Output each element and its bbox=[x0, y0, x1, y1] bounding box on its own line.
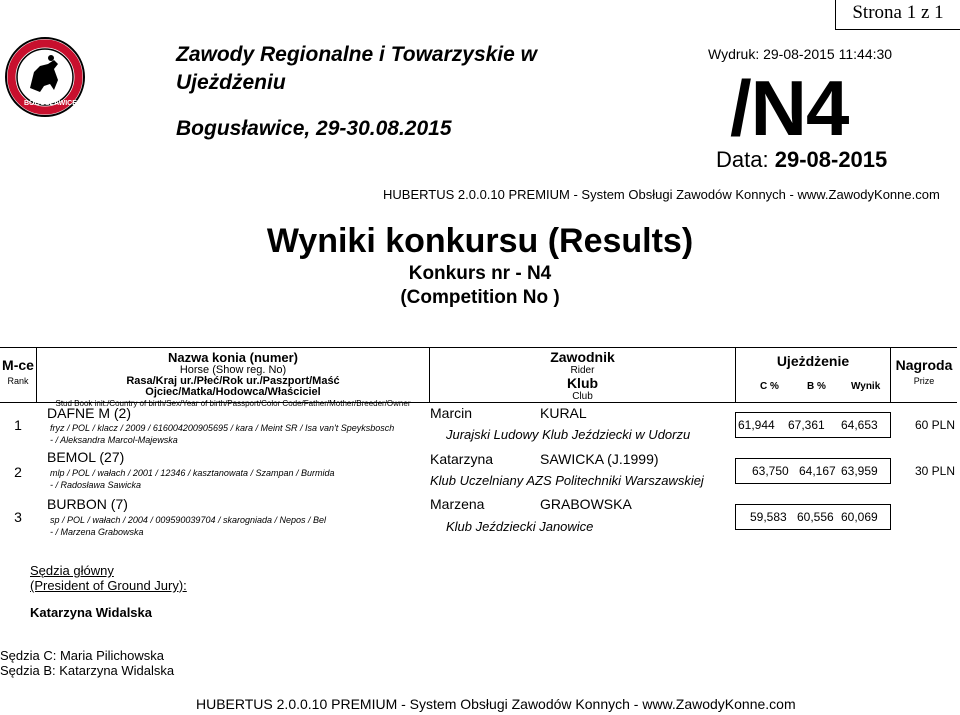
col-horse bbox=[37, 351, 429, 409]
horse-owner: - / Radosława Sawicka bbox=[50, 480, 142, 490]
horse-name: DAFNE M (2) bbox=[47, 405, 131, 421]
horse-description: sp / POL / wałach / 2004 / 009590039704 / skarogniada / Nepos / Bel bbox=[50, 515, 327, 525]
row-rank: 3 bbox=[14, 509, 22, 525]
score-result: 64,653 bbox=[841, 418, 878, 432]
col-club-en: Club bbox=[572, 391, 593, 402]
score-b: 67,361 bbox=[788, 418, 825, 432]
rider-first-name: Marzena bbox=[430, 496, 485, 512]
rider-last-name: SAWICKA (J.1999) bbox=[540, 451, 659, 467]
rider-last-name: GRABOWSKA bbox=[540, 496, 632, 512]
col-horse-details-en: Stud Book init./Country of birth/Sex/Year of birth/Passport/Color Code/Father/Mother/Breeder/Owner bbox=[55, 399, 411, 408]
horse-owner: - / Aleksandra Marcol-Majewska bbox=[50, 435, 178, 445]
horse-owner: - / Marzena Grabowska bbox=[50, 527, 144, 537]
rider-club: Klub Uczelniany AZS Politechniki Warszawskiej bbox=[430, 473, 704, 488]
logo-text: BOGUSŁAWICE bbox=[24, 100, 77, 107]
horse-name: BURBON (7) bbox=[47, 496, 128, 512]
event-title bbox=[176, 41, 596, 97]
prize: 60 PLN bbox=[914, 418, 955, 432]
competition-number-en: (Competition No ) bbox=[400, 287, 560, 308]
col-club-label: Klub bbox=[566, 375, 599, 391]
col-horse-name: Nazwa konia (numer) bbox=[167, 350, 299, 365]
header-divider bbox=[890, 347, 891, 403]
score-c: 63,750 bbox=[752, 464, 789, 478]
col-rank-en: Rank bbox=[7, 376, 29, 386]
horse-name: BEMOL (27) bbox=[47, 449, 125, 465]
row-rank: 1 bbox=[14, 417, 22, 433]
page-number: Strona 1 z 1 bbox=[835, 0, 960, 30]
event-title-text: Zawody Regionalne i Towarzyskie w Ujeżdżeniu bbox=[176, 43, 537, 94]
score-b: 64,167 bbox=[799, 464, 836, 478]
print-timestamp: Wydruk: 29-08-2015 11:44:30 bbox=[708, 46, 893, 62]
col-horse-pedigree: Ojciec/Matka/Hodowca/Właściciel bbox=[145, 386, 321, 398]
col-horse-details: Rasa/Kraj ur./Płeć/Rok ur./Paszport/Maść bbox=[126, 375, 340, 387]
col-prize: Nagroda bbox=[895, 357, 953, 373]
event-logo bbox=[4, 36, 86, 118]
score-c: 59,583 bbox=[750, 510, 787, 524]
rider-club: Jurajski Ludowy Klub Jeździecki w Udorzu bbox=[446, 427, 691, 442]
score-c: 61,944 bbox=[738, 418, 775, 432]
jury-title: Sędzia główny bbox=[30, 563, 114, 578]
software-credit-bottom: HUBERTUS 2.0.0.10 PREMIUM - System Obsługi Zawodów Konnych - www.ZawodyKonne.com bbox=[196, 696, 796, 712]
jury-president: Katarzyna Widalska bbox=[30, 605, 152, 620]
col-rider-label: Zawodnik bbox=[550, 349, 615, 365]
score-result: 63,959 bbox=[841, 464, 878, 478]
judge-c: Sędzia C: Maria Pilichowska bbox=[0, 648, 165, 663]
horse-description: fryz / POL / klacz / 2009 / 616004200905695 / kara / Meint SR / Isa van't Speyksbosch bbox=[50, 423, 395, 433]
horse-description: mlp / POL / wałach / 2001 / 12346 / kasztanowata / Szampan / Burmida bbox=[50, 468, 335, 478]
competition-date bbox=[716, 147, 887, 173]
col-rank: M-ce bbox=[2, 357, 34, 373]
results-title: Wyniki konkursu (Results) bbox=[266, 222, 694, 260]
col-prize-en: Prize bbox=[913, 376, 935, 386]
competition-code: /N4 bbox=[730, 64, 849, 152]
score-result: 60,069 bbox=[841, 510, 878, 524]
col-rider bbox=[430, 351, 735, 403]
col-result: Wynik bbox=[851, 381, 881, 392]
col-rider-en: Rider bbox=[570, 365, 595, 376]
rider-club: Klub Jeździecki Janowice bbox=[446, 519, 594, 534]
row-rank: 2 bbox=[14, 464, 22, 480]
date-label: Data: bbox=[716, 147, 769, 172]
col-b-pct: B % bbox=[807, 381, 826, 392]
rider-last-name: KURAL bbox=[540, 405, 587, 421]
event-place: Bogusławice, 29-30.08.2015 bbox=[176, 117, 452, 140]
date-value: 29-08-2015 bbox=[774, 147, 888, 172]
col-horse-name-en: Horse (Show reg. No) bbox=[179, 364, 287, 376]
rider-first-name: Katarzyna bbox=[430, 451, 494, 467]
rider-first-name: Marcin bbox=[430, 405, 473, 421]
score-b: 60,556 bbox=[797, 510, 834, 524]
jury-title-en: (President of Ground Jury): bbox=[30, 578, 187, 593]
software-credit-top: HUBERTUS 2.0.0.10 PREMIUM - System Obsługi Zawodów Konnych - www.ZawodyKonne.com bbox=[383, 187, 940, 202]
col-c-pct: C % bbox=[760, 381, 779, 392]
judge-b: Sędzia B: Katarzyna Widalska bbox=[0, 663, 175, 678]
competition-number: Konkurs nr - N4 bbox=[408, 263, 552, 284]
col-dressage: Ujeżdżenie bbox=[776, 353, 850, 369]
prize: 30 PLN bbox=[914, 464, 955, 478]
jury-heading bbox=[30, 563, 187, 593]
